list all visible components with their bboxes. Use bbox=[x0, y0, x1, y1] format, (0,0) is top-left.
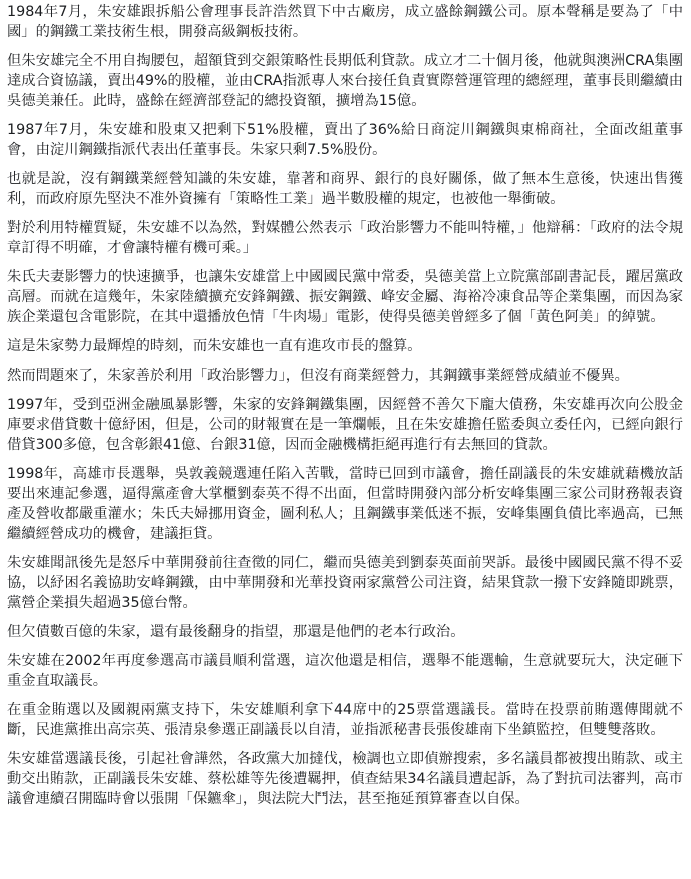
article-body bbox=[7, 3, 683, 819]
article-paragraph: 1984年7月，朱安雄跟拆船公會理事長許浩然買下中古廠房，成立盛餘鋼鐵公司。原本聲稱是要為了「中國」的鋼鐵工業技術生根，開發高級鋼板技術。 bbox=[7, 4, 683, 40]
article-paragraph: 朱安雄當選議長後，引起社會譁然，各政黨大加撻伐，檢調也立即偵辦搜索，多名議員都被搜出賄款、或主動交出賄款，正副議長朱安雄、蔡松雄等先後遭羈押，偵查結果34名議員遭起訴，為了對抗司法審判，高市議會連續召開臨時會以張開「保鑣傘」，與法院大鬥法，甚至拖延預算審查以自保。 bbox=[7, 751, 683, 808]
article-paragraph: 1987年7月，朱安雄和股東又把剩下51%股權，賣出了36%給日商淀川鋼鐵與東棉商社，全面改組董事會，由淀川鋼鐵指派代表出任董事長。朱家只剩7.5%股份。 bbox=[7, 122, 683, 159]
article-paragraph: 朱氏夫妻影響力的快速擴爭，也讓朱安雄當上中國國民黨中常委，吳德美當上立院黨部副書記長，躍居黨政高層。而就在這幾年，朱家陸續擴充安鋒鋼鐵、振安鋼鐵、峰安金屬、海裕冷凍食品等企業集團，而因為家族企業還包含電影院，在其中還播放色情「牛肉場」電影，使得吳德美曾經多了個「黃色阿美」的綽號。 bbox=[7, 269, 683, 326]
article-paragraph: 這是朱家勢力最輝煌的時刻，而朱安雄也一直有進攻市長的盤算。 bbox=[7, 338, 422, 355]
article-paragraph: 朱安雄在2002年再度參選高市議員順利當選，這次他還是相信，選舉不能選輸，生意就要玩大，決定砸下重金直取議長。 bbox=[7, 653, 683, 689]
article-paragraph: 朱安雄聞訊後先是怒斥中華開發前往查徵的同仁，繼而吳德美到劉泰英面前哭訴。最後中國國民黨不得不妥協，以紓困名義協助安峰鋼鐵，由中華開發和光華投資兩家黨營公司注資，結果貸款一撥下安鋒隨即跳票，黨營企業損失超過35億台幣。 bbox=[7, 554, 683, 611]
article-paragraph: 對於利用特權質疑，朱安雄不以為然，對媒體公然表示「政治影響力不能叫特權，」他辯稱：「政府的法令規章訂得不明確，才會讓特權有機可乘。」 bbox=[7, 220, 683, 257]
article-paragraph: 1998年，高雄市長選舉，吳敦義競選連任陷入苦戰，當時已回到市議會，擔任副議長的朱安雄就藉機放話要出來連記參選，逼得黨產會大掌櫃劉泰英不得不出面，但當時開發內部分析安峰集團三家公司財務報表資產及營收都嚴重灌水；朱氏夫婦挪用資金，圖利私人；且鋼鐵事業低迷不振，安峰集團負債比率過高，已無繼續經營成功的機會，建議拒貸。 bbox=[7, 465, 683, 542]
article-paragraph: 然而問題來了，朱家善於利用「政治影響力」，但沒有商業經營力，其鋼鐵事業經營成績並不優異。 bbox=[7, 367, 629, 384]
article-paragraph: 1997年，受到亞洲金融風暴影響，朱家的安鋒鋼鐵集團，因經營不善欠下龐大債務，朱安雄再次向公股金庫要求借貸數十億紓困，但是，公司的財報實在是一筆爛帳，且在朱安雄擔任監委與立委任內，已經向銀行借貸300多億，包含彰銀41億、台銀31億，因而金融機構拒絕再進行有去無回的貸款。 bbox=[7, 396, 683, 453]
article-paragraph: 也就是說，沒有鋼鐵業經營知識的朱安雄，靠著和商界、銀行的良好關係，做了無本生意後，快速出售獲利，而政府原先堅決不准外資擁有「策略性工業」過半數股權的規定，也被他一舉衝破。 bbox=[7, 171, 683, 208]
article-paragraph: 但朱安雄完全不用自掏腰包，超額貸到交銀策略性長期低利貸款。成立才二十個月後，他就與澳洲CRA集團達成合資協議，賣出49%的股權，並由CRA指派專人來台接任負責實際營運管理的總經理，董事長則繼續由吳德美兼任。此時，盛餘在經濟部登記的總投資額，擴增為15億。 bbox=[7, 53, 683, 109]
article-paragraph: 在重金賄選以及國親兩黨支持下，朱安雄順利拿下44席中的25票當選議長。當時在投票前賄選傳聞就不斷，民進黨推出高宗英、張清泉參選正副議長以自清，並指派秘書長張俊雄南下坐鎮監控，但雙雙落敗。 bbox=[7, 702, 683, 739]
article-paragraph: 但欠債數百億的朱家，還有最後翻身的指望，那還是他們的老本行政治。 bbox=[7, 623, 465, 640]
